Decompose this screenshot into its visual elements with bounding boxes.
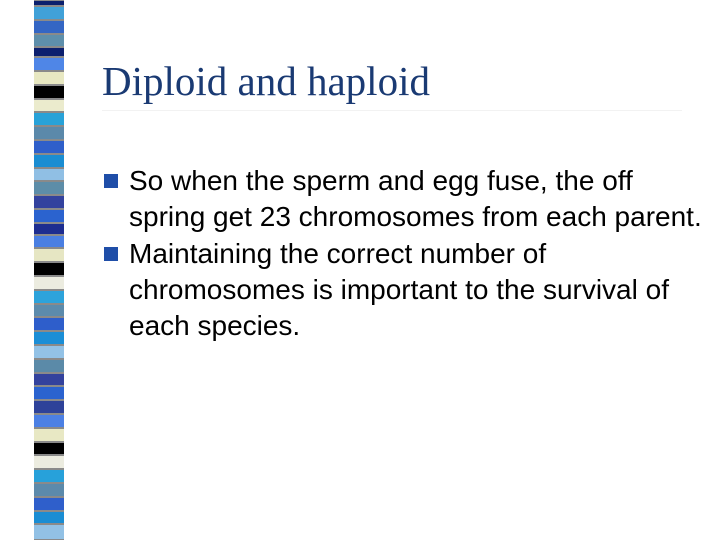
stripe-block [34, 455, 64, 469]
stripe-block [34, 34, 64, 48]
stripe-block [34, 99, 64, 113]
stripe-block [34, 290, 64, 304]
stripe-block [34, 497, 64, 511]
stripe-block [34, 414, 64, 428]
stripe-block [34, 524, 64, 540]
title-underline [102, 110, 682, 111]
stripe-block [34, 317, 64, 331]
stripe-block [34, 126, 64, 140]
stripe-block [34, 209, 64, 223]
stripe-block [34, 248, 64, 262]
bullet-item [102, 236, 702, 344]
slide-title: Diploid and haploid [102, 58, 430, 104]
stripe-block [34, 359, 64, 373]
bullet-item [102, 163, 702, 235]
stripe-block [34, 20, 64, 34]
stripe-block [34, 262, 64, 276]
bullet-text: So when the sperm and egg fuse, the off spring get 23 chromosomes from each parent. [129, 165, 702, 232]
stripe-block [34, 304, 64, 318]
stripe-block [34, 469, 64, 483]
stripe-block [34, 442, 64, 456]
square-bullet-icon [104, 247, 118, 261]
stripe-block [34, 47, 64, 57]
bullet-list [102, 163, 702, 345]
stripe-block [34, 195, 64, 209]
stripe-block [34, 57, 64, 71]
stripe-block [34, 181, 64, 195]
stripe-block [34, 140, 64, 154]
square-bullet-icon [104, 174, 118, 188]
decorative-stripe [34, 0, 64, 540]
stripe-block [34, 154, 64, 168]
stripe-block [34, 331, 64, 345]
stripe-block [34, 373, 64, 387]
stripe-block [34, 386, 64, 400]
stripe-block [34, 85, 64, 99]
stripe-block [34, 400, 64, 414]
stripe-block [34, 428, 64, 442]
stripe-block [34, 511, 64, 525]
bullet-text: Maintaining the correct number of chromosomes is important to the survival of each species. [129, 238, 669, 341]
stripe-block [34, 276, 64, 290]
stripe-block [34, 71, 64, 85]
stripe-block [34, 345, 64, 359]
stripe-block [34, 168, 64, 182]
stripe-block [34, 223, 64, 235]
stripe-block [34, 483, 64, 497]
stripe-block [34, 6, 64, 20]
stripe-block [34, 235, 64, 249]
stripe-block [34, 112, 64, 126]
